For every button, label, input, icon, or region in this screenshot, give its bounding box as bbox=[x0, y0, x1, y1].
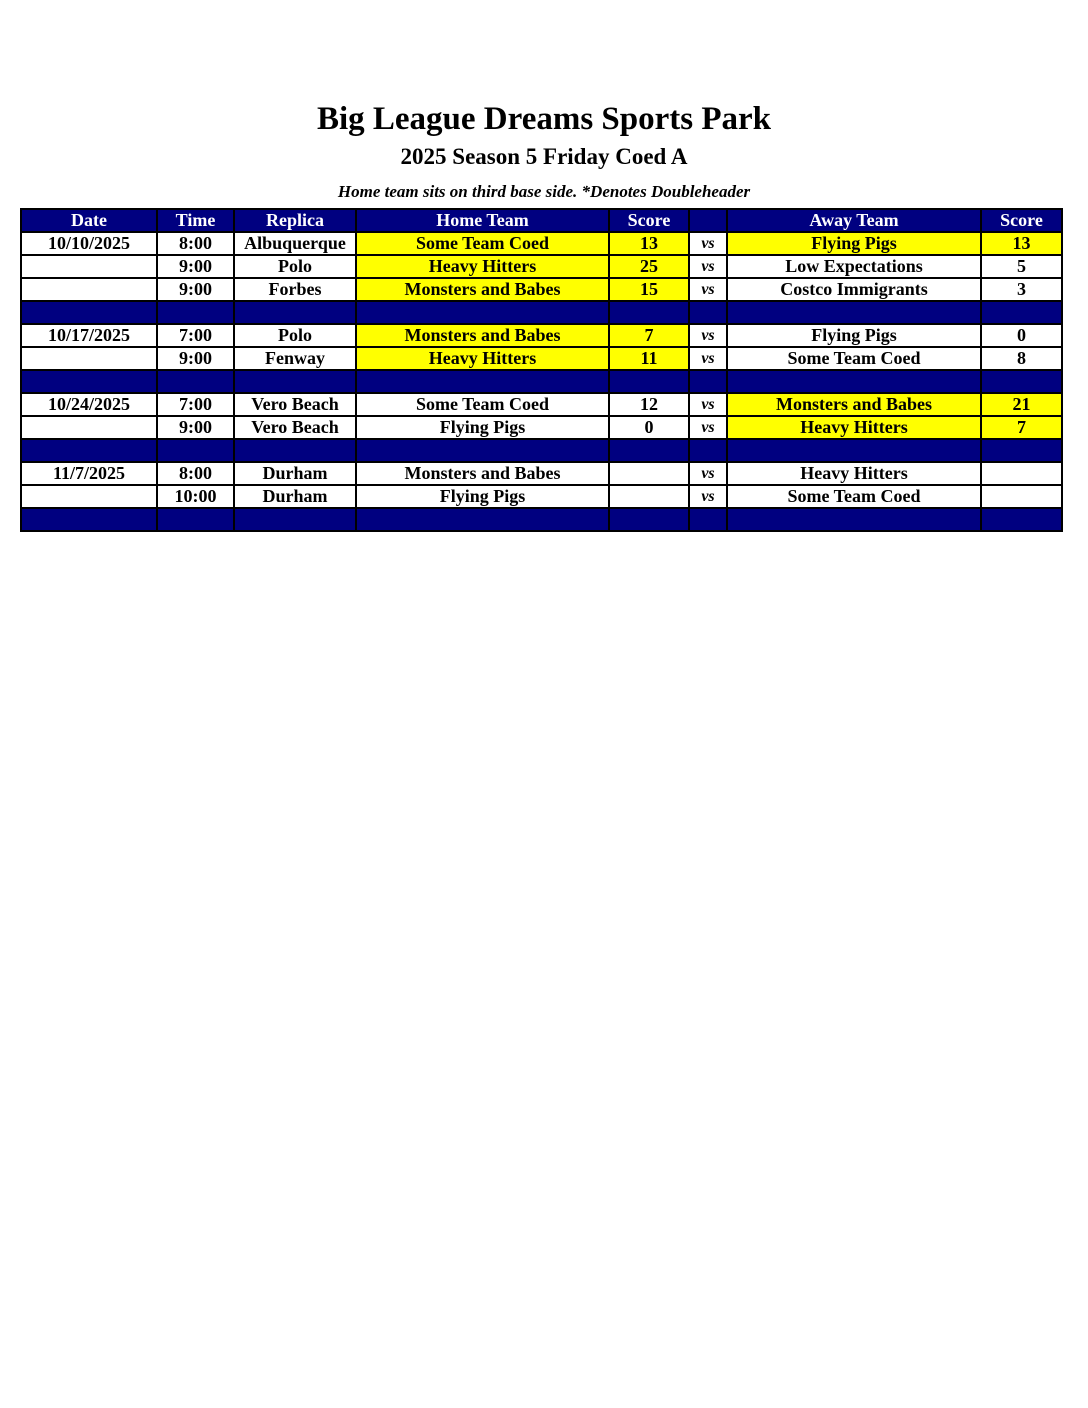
schedule-body bbox=[21, 232, 1062, 531]
separator-cell bbox=[21, 439, 157, 462]
separator-cell bbox=[981, 301, 1062, 324]
column-header-time: Time bbox=[157, 209, 234, 232]
replica-cell: Polo bbox=[234, 255, 356, 278]
table-row bbox=[21, 485, 1062, 508]
away-team-cell: Monsters and Babes bbox=[727, 393, 981, 416]
away-score-cell: 7 bbox=[981, 416, 1062, 439]
time-cell: 8:00 bbox=[157, 462, 234, 485]
time-cell: 9:00 bbox=[157, 347, 234, 370]
separator-cell bbox=[157, 301, 234, 324]
home-team-cell: Heavy Hitters bbox=[356, 347, 609, 370]
separator-cell bbox=[157, 370, 234, 393]
column-header-home-score: Score bbox=[609, 209, 689, 232]
separator-cell bbox=[981, 508, 1062, 531]
column-header-away-score: Score bbox=[981, 209, 1062, 232]
home-score-cell: 7 bbox=[609, 324, 689, 347]
time-cell: 9:00 bbox=[157, 278, 234, 301]
home-team-cell: Monsters and Babes bbox=[356, 462, 609, 485]
date-cell: 10/24/2025 bbox=[21, 393, 157, 416]
separator-cell bbox=[356, 508, 609, 531]
away-score-cell bbox=[981, 462, 1062, 485]
away-team-cell: Some Team Coed bbox=[727, 347, 981, 370]
column-header-away-team: Away Team bbox=[727, 209, 981, 232]
schedule-table bbox=[20, 208, 1063, 532]
vs-cell: vs bbox=[689, 347, 727, 370]
vs-cell: vs bbox=[689, 416, 727, 439]
vs-cell: vs bbox=[689, 393, 727, 416]
schedule-note: Home team sits on third base side. *Denotes Doubleheader bbox=[337, 182, 751, 201]
separator-cell bbox=[356, 301, 609, 324]
separator-cell bbox=[234, 508, 356, 531]
table-row bbox=[21, 416, 1062, 439]
home-score-cell: 25 bbox=[609, 255, 689, 278]
home-team-cell: Monsters and Babes bbox=[356, 278, 609, 301]
away-score-cell: 5 bbox=[981, 255, 1062, 278]
home-team-cell: Monsters and Babes bbox=[356, 324, 609, 347]
column-header-date: Date bbox=[21, 209, 157, 232]
table-row bbox=[21, 278, 1062, 301]
away-team-cell: Heavy Hitters bbox=[727, 462, 981, 485]
vs-cell: vs bbox=[689, 324, 727, 347]
separator-cell bbox=[689, 508, 727, 531]
separator-cell bbox=[727, 508, 981, 531]
separator-cell bbox=[356, 370, 609, 393]
away-team-cell: Heavy Hitters bbox=[727, 416, 981, 439]
table-row bbox=[21, 393, 1062, 416]
replica-cell: Forbes bbox=[234, 278, 356, 301]
replica-cell: Durham bbox=[234, 485, 356, 508]
home-score-cell: 15 bbox=[609, 278, 689, 301]
time-cell: 7:00 bbox=[157, 393, 234, 416]
home-score-cell bbox=[609, 462, 689, 485]
separator-cell bbox=[727, 439, 981, 462]
separator-cell bbox=[981, 439, 1062, 462]
away-team-cell: Costco Immigrants bbox=[727, 278, 981, 301]
home-team-cell: Some Team Coed bbox=[356, 232, 609, 255]
separator-row bbox=[21, 370, 1062, 393]
table-row bbox=[21, 232, 1062, 255]
table-row bbox=[21, 347, 1062, 370]
page-subtitle: 2025 Season 5 Friday Coed A bbox=[400, 144, 688, 169]
separator-cell bbox=[689, 439, 727, 462]
home-score-cell bbox=[609, 485, 689, 508]
separator-cell bbox=[727, 301, 981, 324]
date-cell bbox=[21, 278, 157, 301]
away-score-cell bbox=[981, 485, 1062, 508]
home-score-cell: 13 bbox=[609, 232, 689, 255]
column-header-replica: Replica bbox=[234, 209, 356, 232]
away-team-cell: Flying Pigs bbox=[727, 232, 981, 255]
page-title: Big League Dreams Sports Park bbox=[316, 101, 772, 137]
table-header-row bbox=[21, 209, 1062, 232]
replica-cell: Vero Beach bbox=[234, 393, 356, 416]
date-cell bbox=[21, 485, 157, 508]
separator-cell bbox=[689, 370, 727, 393]
time-cell: 8:00 bbox=[157, 232, 234, 255]
home-score-cell: 11 bbox=[609, 347, 689, 370]
table-row bbox=[21, 255, 1062, 278]
table-row bbox=[21, 462, 1062, 485]
separator-row bbox=[21, 508, 1062, 531]
away-score-cell: 21 bbox=[981, 393, 1062, 416]
date-cell bbox=[21, 255, 157, 278]
table-row bbox=[21, 324, 1062, 347]
date-cell bbox=[21, 416, 157, 439]
separator-cell bbox=[21, 301, 157, 324]
separator-cell bbox=[609, 301, 689, 324]
separator-cell bbox=[234, 301, 356, 324]
separator-cell bbox=[609, 370, 689, 393]
separator-cell bbox=[234, 370, 356, 393]
away-team-cell: Flying Pigs bbox=[727, 324, 981, 347]
home-score-cell: 0 bbox=[609, 416, 689, 439]
away-score-cell: 13 bbox=[981, 232, 1062, 255]
home-score-cell: 12 bbox=[609, 393, 689, 416]
replica-cell: Polo bbox=[234, 324, 356, 347]
separator-cell bbox=[609, 508, 689, 531]
away-score-cell: 3 bbox=[981, 278, 1062, 301]
date-cell bbox=[21, 347, 157, 370]
separator-cell bbox=[727, 370, 981, 393]
separator-cell bbox=[609, 439, 689, 462]
home-team-cell: Flying Pigs bbox=[356, 416, 609, 439]
date-cell: 10/17/2025 bbox=[21, 324, 157, 347]
separator-cell bbox=[157, 508, 234, 531]
separator-cell bbox=[981, 370, 1062, 393]
separator-cell bbox=[21, 370, 157, 393]
vs-cell: vs bbox=[689, 255, 727, 278]
vs-cell: vs bbox=[689, 232, 727, 255]
separator-row bbox=[21, 439, 1062, 462]
separator-cell bbox=[21, 508, 157, 531]
separator-cell bbox=[234, 439, 356, 462]
replica-cell: Fenway bbox=[234, 347, 356, 370]
separator-row bbox=[21, 301, 1062, 324]
home-team-cell: Flying Pigs bbox=[356, 485, 609, 508]
time-cell: 7:00 bbox=[157, 324, 234, 347]
home-team-cell: Some Team Coed bbox=[356, 393, 609, 416]
away-team-cell: Low Expectations bbox=[727, 255, 981, 278]
home-team-cell: Heavy Hitters bbox=[356, 255, 609, 278]
away-score-cell: 0 bbox=[981, 324, 1062, 347]
time-cell: 9:00 bbox=[157, 416, 234, 439]
separator-cell bbox=[157, 439, 234, 462]
vs-cell: vs bbox=[689, 462, 727, 485]
vs-cell: vs bbox=[689, 278, 727, 301]
away-score-cell: 8 bbox=[981, 347, 1062, 370]
separator-cell bbox=[356, 439, 609, 462]
separator-cell bbox=[689, 301, 727, 324]
replica-cell: Vero Beach bbox=[234, 416, 356, 439]
replica-cell: Albuquerque bbox=[234, 232, 356, 255]
time-cell: 9:00 bbox=[157, 255, 234, 278]
date-cell: 10/10/2025 bbox=[21, 232, 157, 255]
away-team-cell: Some Team Coed bbox=[727, 485, 981, 508]
vs-cell: vs bbox=[689, 485, 727, 508]
column-header-vs bbox=[689, 209, 727, 232]
date-cell: 11/7/2025 bbox=[21, 462, 157, 485]
column-header-home-team: Home Team bbox=[356, 209, 609, 232]
replica-cell: Durham bbox=[234, 462, 356, 485]
time-cell: 10:00 bbox=[157, 485, 234, 508]
